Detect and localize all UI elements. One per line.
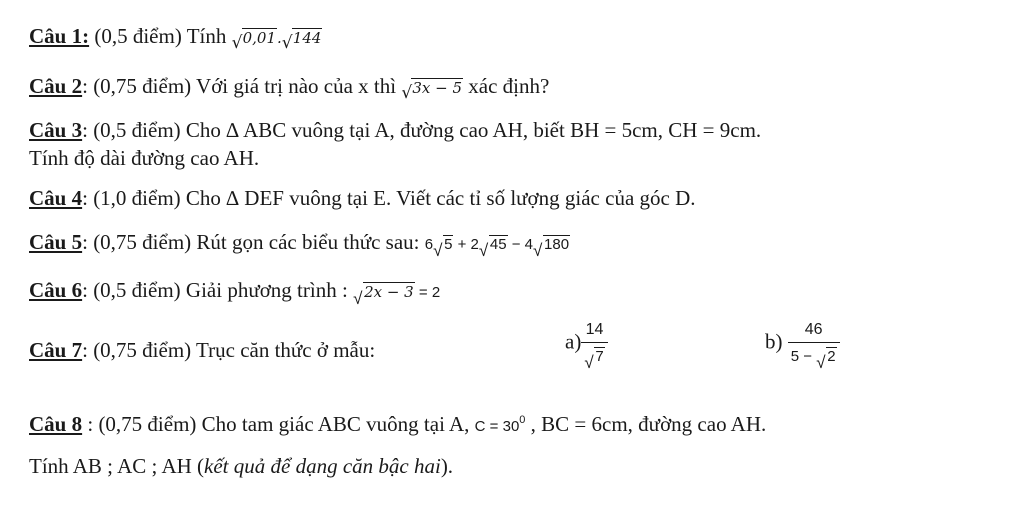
question-label: Câu 6: [29, 278, 83, 302]
question-text-italic: kết quả để dạng căn bậc hai: [204, 454, 441, 478]
question-text: : (0,75 điểm) Với giá trị nào của x thì: [82, 74, 402, 98]
question-text: : (1,0 điểm) Cho ∆ DEF vuông tại E. Viết các tỉ số lượng giác của góc D.: [82, 186, 696, 210]
question-8: [29, 412, 766, 440]
question-3: [29, 118, 761, 142]
question-text-after: , BC = 6cm, đường cao AH.: [525, 412, 767, 436]
question-text: : (0,5 điểm) Giải phương trình :: [82, 278, 354, 302]
question-6: [29, 278, 441, 308]
question-7-part-b: [765, 318, 840, 372]
question-3-line2: [29, 146, 259, 170]
math-expression: √ 2x − 3 = 2: [353, 283, 441, 308]
question-2: [29, 74, 550, 103]
question-text: : (0,75 điểm) Rút gọn các biểu thức sau:: [82, 230, 425, 254]
question-4: [29, 186, 696, 210]
question-label: Câu 4: [29, 186, 83, 210]
fraction: 14 √ 7: [581, 318, 607, 369]
question-text: : (0,75 điểm) Cho tam giác ABC vuông tại A,: [82, 412, 475, 436]
question-1: [29, 24, 322, 53]
question-text-end: ).: [440, 454, 454, 478]
fraction: 46 5 − √ 2: [788, 318, 840, 369]
angle-expression: $C = 30^0$: [474, 414, 526, 435]
question-7-part-a: [565, 318, 608, 372]
question-7: [29, 338, 375, 362]
question-text: : (0,75 điểm) Trục căn thức ở mẫu:: [82, 338, 376, 362]
math-expression: √ 0,01. √ 144: [231, 29, 322, 53]
question-text: (0,5 điểm) Tính: [89, 24, 232, 48]
part-label: b): [765, 329, 783, 354]
question-label: Câu 2: [29, 74, 83, 98]
math-expression: 6 √ 5 + 2 √ 45 − 4 √ 180: [424, 236, 570, 260]
question-text: Tính AB ; AC ; AH (: [29, 454, 205, 478]
question-label: Câu 3: [29, 118, 83, 142]
question-label: Câu 1:: [29, 24, 90, 48]
question-text: : (0,5 điểm) Cho ∆ ABC vuông tại A, đường cao AH, biết BH = 5cm, CH = 9cm.: [82, 118, 762, 142]
math-expression: √ 3x − 5: [401, 79, 463, 103]
question-label: Câu 5: [29, 230, 83, 254]
question-5: [29, 230, 570, 260]
question-8-line2: [29, 454, 453, 478]
question-text: Tính độ dài đường cao AH.: [29, 146, 260, 170]
question-text-after: xác định?: [463, 74, 550, 98]
part-label: a): [565, 329, 582, 354]
question-label: Câu 8: [29, 412, 83, 436]
question-label: Câu 7: [29, 338, 83, 362]
